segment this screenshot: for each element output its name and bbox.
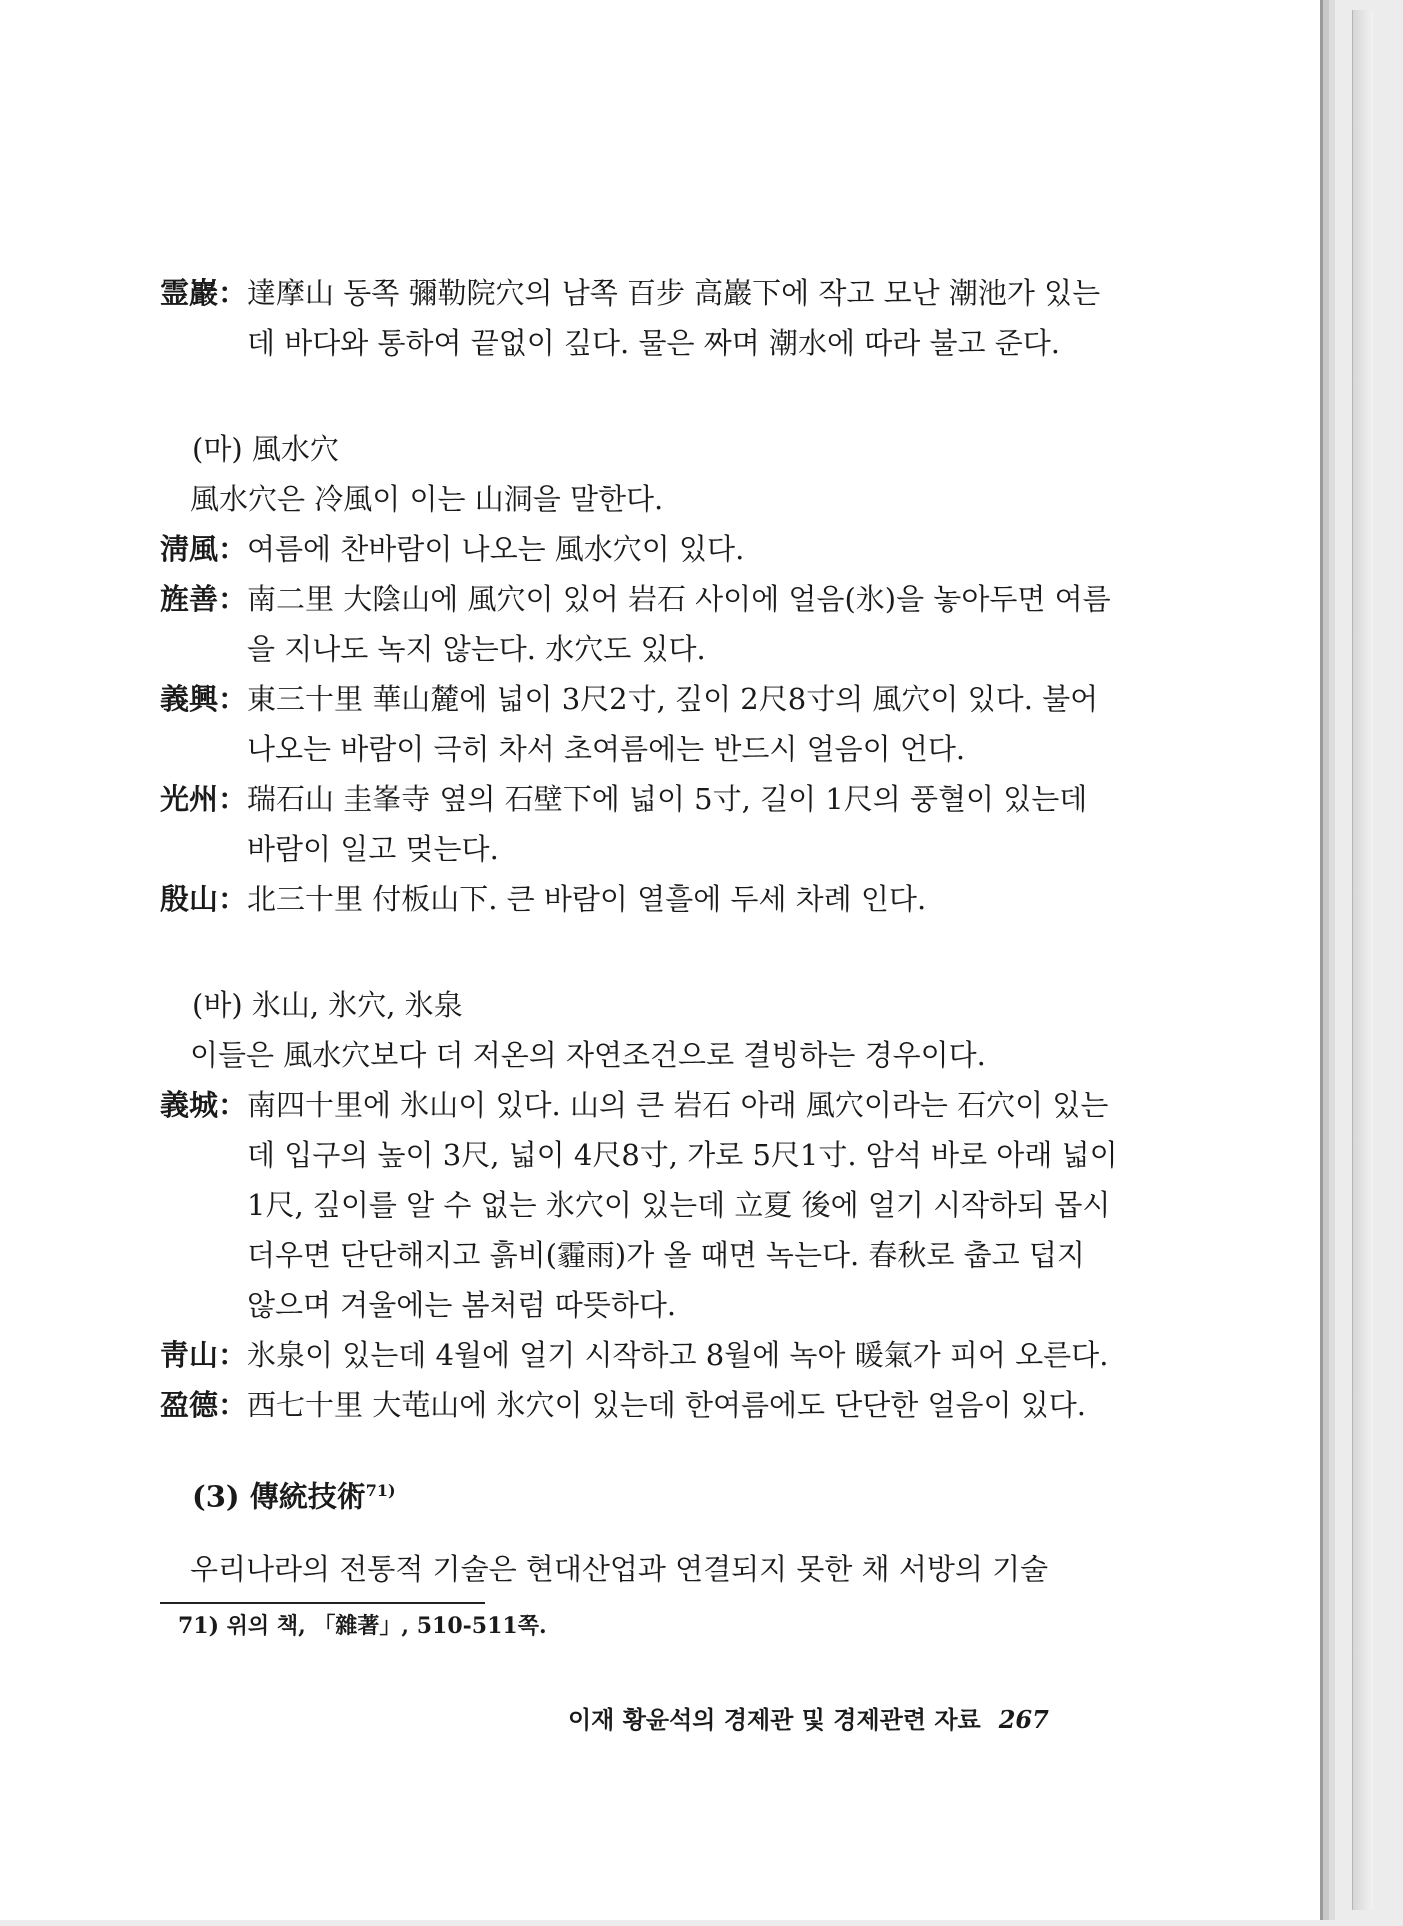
entry-text: 達摩山 동쪽 彌勒院穴의 남쪽 百步 高巖下에 작고 모난 潮池가 있는데 바다와 통하여 끝없이 깊다. 물은 짜며 潮水에 따라 불고 준다. bbox=[247, 276, 1101, 360]
section-ma-heading: (마) 風水穴 bbox=[192, 432, 339, 466]
entry-yeongam bbox=[160, 268, 1120, 368]
entry-tag: 霊巖： bbox=[160, 276, 248, 310]
entry-gwangju bbox=[160, 774, 1120, 874]
entry-tag: 義興： bbox=[160, 682, 248, 716]
entry-yeongdeok bbox=[160, 1380, 1120, 1430]
entry-tag: 旌善： bbox=[160, 582, 248, 616]
entry-tag: 殷山： bbox=[160, 882, 248, 916]
entry-text: 南四十里에 氷山이 있다. 山의 큰 岩石 아래 風穴이라는 石穴이 있는데 입구의 높이 3尺, 넓이 4尺8寸, 가로 5尺1寸. 암석 바로 아래 넓이 1尺, 깊이를 알 수 없는 氷穴이 있는데 立夏 後에 얼기 시작하되 몹시 더우면 단단해지고 흙비(霾雨)가 올 때면 녹는다. 春秋로 춥고 덥지 않으며 겨울에는 봄처럼 따뜻하다. bbox=[247, 1088, 1118, 1322]
entry-jeongseon bbox=[160, 574, 1120, 674]
entry-tag: 義城： bbox=[160, 1088, 248, 1122]
section-ma-intro: 風水穴은 冷風이 이는 山洞을 말한다. bbox=[190, 482, 664, 516]
entry-cheongpung bbox=[160, 524, 1120, 574]
entry-text: 瑞石山 圭峯寺 옆의 石壁下에 넓이 5寸, 길이 1尺의 풍혈이 있는데 바람이 일고 멎는다. bbox=[247, 782, 1088, 866]
footnote-71: 71) 위의 책, 「雜著」, 510-511쪽. bbox=[178, 1612, 547, 1639]
entry-uiheung bbox=[160, 674, 1120, 774]
page-content bbox=[160, 268, 1120, 1648]
spacer bbox=[160, 1430, 1120, 1466]
entry-cheongsan bbox=[160, 1330, 1120, 1380]
entry-uiseong bbox=[160, 1080, 1120, 1330]
footnote-ref: 71) bbox=[365, 1481, 396, 1500]
spacer bbox=[160, 368, 1120, 404]
spacer bbox=[160, 924, 1120, 960]
page-number: 267 bbox=[998, 1705, 1049, 1734]
section-3-title: (3) 傳統技術 bbox=[192, 1479, 366, 1514]
entry-tag: 盈德： bbox=[160, 1388, 248, 1422]
entry-text: 南二里 大陰山에 風穴이 있어 岩石 사이에 얼음(氷)을 놓아두면 여름을 지나도 녹지 않는다. 水穴도 있다. bbox=[247, 582, 1111, 666]
page-stack-edge bbox=[1352, 10, 1373, 1910]
section-3-paragraph: 우리나라의 전통적 기술은 현대산업과 연결되지 못한 채 서방의 기술 bbox=[190, 1551, 1049, 1586]
entry-text: 北三十里 付板山下. 큰 바람이 열흘에 두세 차례 인다. bbox=[247, 882, 927, 916]
footer-title: 이재 황윤석의 경제관 및 경제관련 자료 bbox=[568, 1705, 981, 1734]
entry-text: 氷泉이 있는데 4월에 얼기 시작하고 8월에 녹아 暖氣가 피어 오른다. bbox=[247, 1338, 1109, 1372]
entry-eunsan bbox=[160, 874, 1120, 924]
entry-tag: 靑山： bbox=[160, 1338, 248, 1372]
section-3-heading bbox=[192, 1466, 1120, 1522]
section-ba-heading: (바) 氷山, 氷穴, 氷泉 bbox=[192, 988, 463, 1022]
entry-text: 西七十里 大芚山에 氷穴이 있는데 한여름에도 단단한 얼음이 있다. bbox=[247, 1388, 1087, 1422]
entry-text: 東三十里 華山麓에 넓이 3尺2寸, 깊이 2尺8寸의 風穴이 있다. 불어나오는 바람이 극히 차서 초여름에는 반드시 얼음이 언다. bbox=[247, 682, 1099, 766]
section-ba-intro: 이들은 風水穴보다 더 저온의 자연조건으로 결빙하는 경우이다. bbox=[190, 1038, 986, 1072]
entry-text: 여름에 찬바람이 나오는 風水穴이 있다. bbox=[247, 532, 745, 566]
entry-tag: 淸風： bbox=[160, 532, 248, 566]
entry-tag: 光州： bbox=[160, 782, 248, 816]
running-footer bbox=[568, 1700, 1088, 1735]
